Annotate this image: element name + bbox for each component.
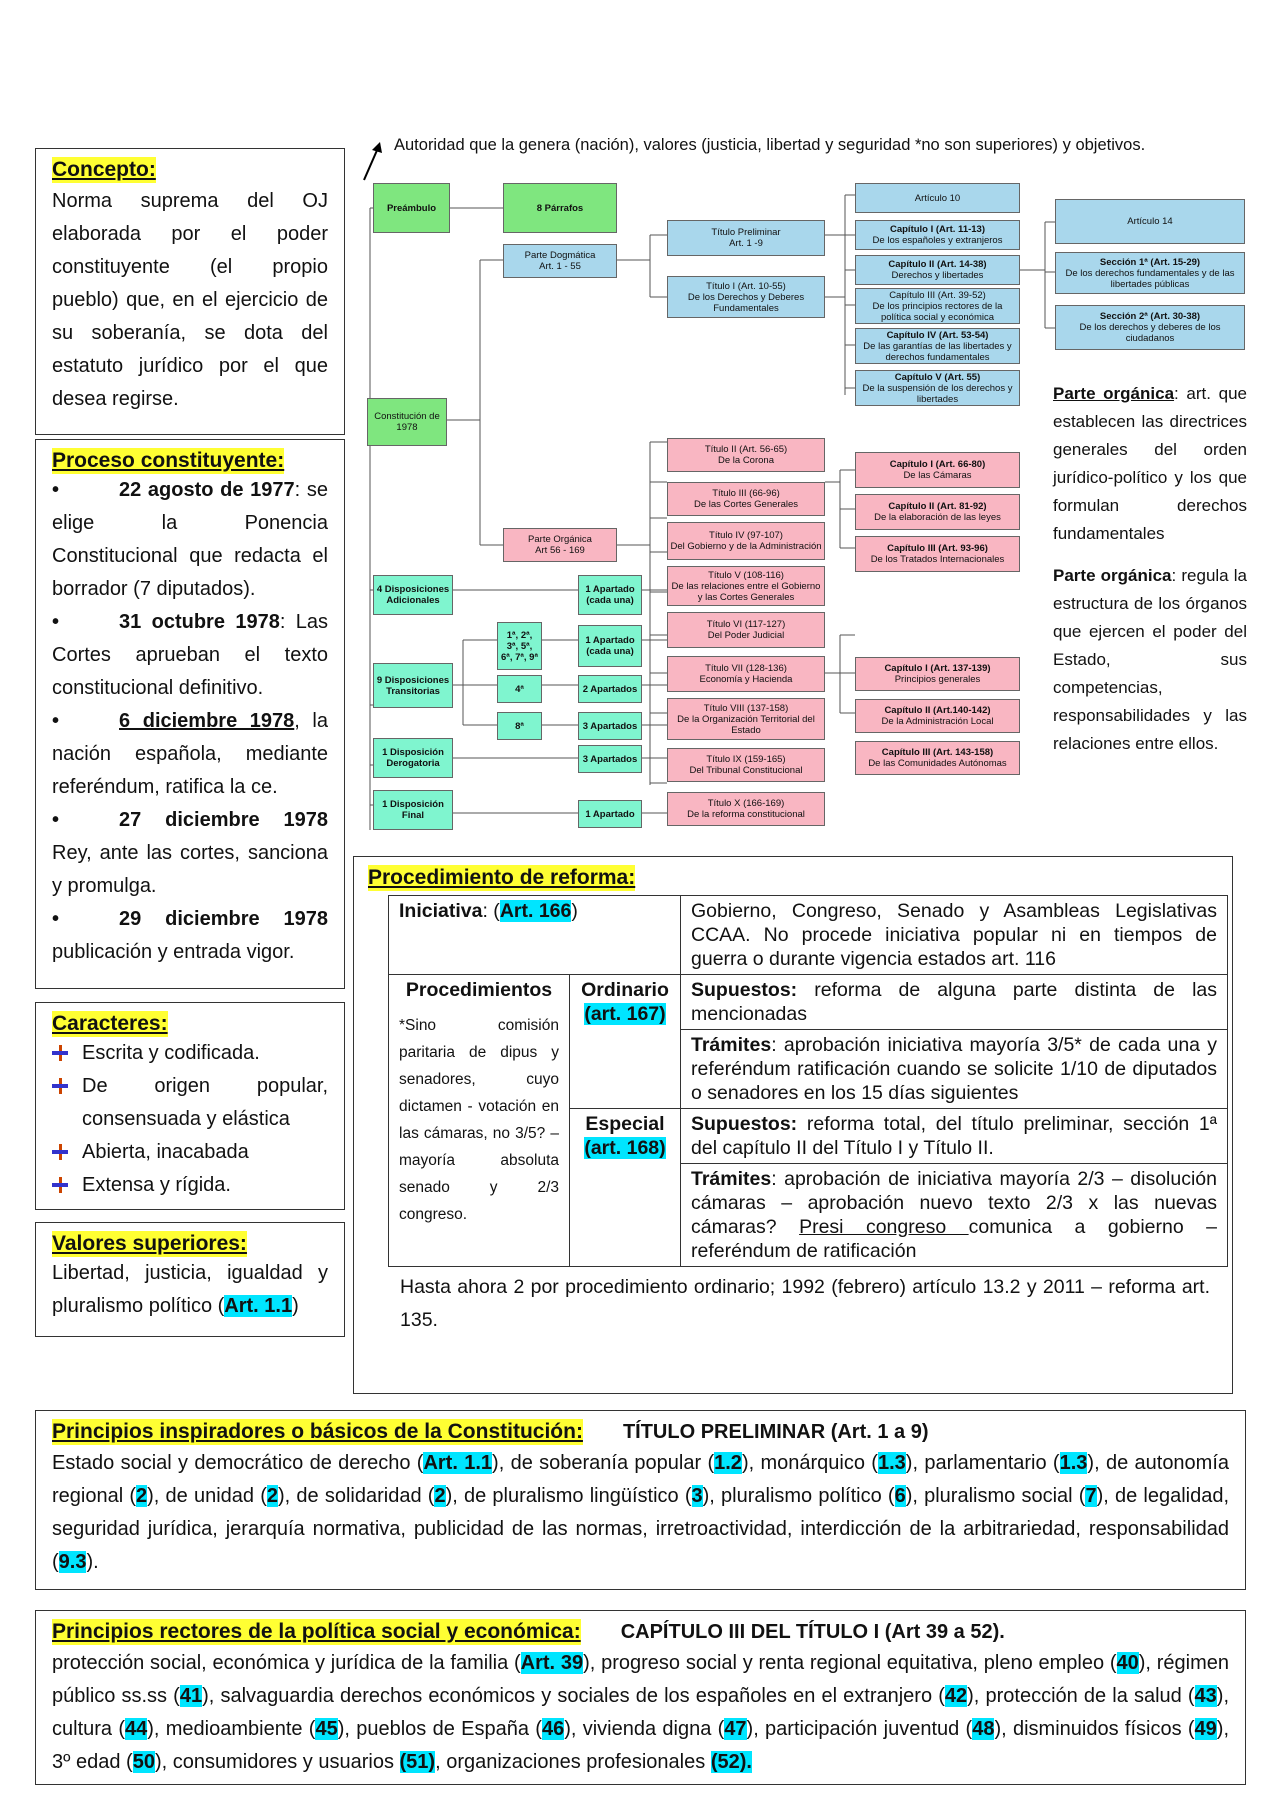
proceso-date: 29 diciembre 1978 (119, 908, 328, 930)
esp-tramites-label: Trámites (691, 1168, 772, 1190)
article-ref: 42 (944, 1685, 968, 1707)
node-trans4-label: 4ª (515, 683, 524, 695)
procedimientos-note: *Sino comisión paritaria de dipus y senadores, cuyo dictamen - votación en las cámaras, no 3/5? – mayoría absoluta senado y 2/3 congreso. (399, 1017, 559, 1223)
article-ref: 2 (136, 1485, 148, 1507)
proceso-text: Rey, ante las cortes, sanciona y promulga. (52, 842, 328, 897)
proceso-title: Proceso constituyente: (52, 449, 285, 472)
node-un-apartado (578, 800, 642, 828)
node-parte-dogmatica (503, 244, 617, 278)
node-capii8-l1: Capítulo II (Art.140-142) (884, 705, 991, 716)
text-run: ), de autonomía regional ( (52, 1452, 1230, 1507)
node-ap-cada-una-2 (578, 625, 642, 667)
caracter-item (52, 1136, 328, 1169)
caracter-text: Extensa y rígida. (82, 1174, 231, 1196)
article-ref: 49 (1194, 1718, 1217, 1740)
article-ref: 48 (972, 1718, 995, 1740)
node-tvii-l1: Título VII (128-136) (705, 663, 787, 674)
reforma-box (353, 856, 1233, 1394)
cross-bullet-icon (52, 1078, 68, 1094)
node-titulo-vi (667, 612, 825, 648)
proceso-box (35, 439, 345, 989)
proceso-item (52, 606, 328, 705)
caracter-item (52, 1070, 328, 1136)
text-run: ), régimen público ss.ss ( (52, 1652, 1229, 1707)
node-disp-final (373, 790, 453, 830)
ordinario-cell (570, 975, 681, 1109)
text-run: ), salvaguardia derechos económicos y sociales de los españoles en el extranjero ( (202, 1685, 945, 1707)
node-titulo-ii (667, 438, 825, 472)
node-titulo-iv (667, 522, 825, 560)
bullet-icon: • (52, 908, 60, 930)
proceso-date: 27 diciembre 1978 (119, 809, 328, 831)
caracteres-title: Caracteres: (52, 1012, 168, 1035)
especial-cell (570, 1109, 681, 1267)
article-ref: Art. 39 (520, 1652, 584, 1674)
node-sec1-l2: De los derechos fundamentales y de las libertades públicas (1065, 267, 1235, 290)
node-tiv-l2: Del Gobierno y de la Administración (670, 541, 822, 552)
text-run: ), pluralismo político ( (702, 1485, 895, 1507)
node-cap-iii-t3 (855, 536, 1020, 572)
text-run: ), pluralismo social ( (905, 1485, 1086, 1507)
node-ap-cada-una-1 (578, 575, 642, 615)
proceso-date: 31 octubre 1978 (119, 611, 280, 633)
pi-header (52, 1419, 1229, 1445)
node-ti-l1: Título I (Art. 10-55) (706, 280, 786, 292)
article-ref: 40 (1116, 1652, 1139, 1674)
node-cap-iv-t1 (855, 328, 1020, 364)
proceso-item (52, 705, 328, 804)
node-titulo-v (667, 566, 825, 606)
node-preambulo-label: Preámbulo (386, 202, 437, 214)
ord-supuestos-label: Supuestos: (691, 979, 798, 1001)
valores-ref: Art. 1.1 (224, 1295, 293, 1317)
iniciativa-label: Iniciativa (399, 900, 483, 922)
node-constitucion-label: Constitución de 1978 (374, 411, 440, 433)
node-trans-8 (497, 712, 542, 740)
node-parrafos-label: 8 Párrafos (536, 202, 584, 214)
node-tiii-l2: De las Cortes Generales (693, 499, 799, 510)
principios-rectores-box (35, 1610, 1246, 1785)
section-connectors (1030, 200, 1058, 350)
text-run: ), cultura ( (52, 1685, 1230, 1740)
node-articulo-10 (855, 183, 1020, 213)
note-1-text: : art. que establecen las directrices generales del orden jurídico-político y los que formulan derechos fundamentales (1053, 384, 1247, 543)
node-titulo-x (667, 792, 825, 826)
pr-text (52, 1647, 1229, 1779)
node-parrafos (503, 183, 617, 233)
esp-tramites-b: comunica a gobierno – referéndum de ratificación (691, 1216, 1218, 1262)
article-ref: 2 (266, 1485, 279, 1507)
bullet-icon: • (52, 710, 60, 732)
node-cap-i-t8 (855, 657, 1020, 691)
node-titulo-preliminar (667, 220, 825, 256)
node-tix-l1: Título IX (159-165) (706, 754, 786, 765)
caracter-item (52, 1037, 328, 1070)
node-tix-l2: Del Tribunal Constitucional (689, 765, 803, 776)
node-capiii8-l2: De las Comunidades Autónomas (868, 758, 1007, 769)
esp-tramites-underlined: Presi congreso (799, 1216, 969, 1238)
node-capii8-l2: De la Administración Local (881, 716, 994, 727)
node-tp-l1: Título Preliminar (711, 227, 781, 238)
text-run: , organizaciones profesionales (435, 1751, 711, 1773)
node-dos-apartados (578, 675, 642, 703)
node-sec2-l2: De los derechos y deberes de los ciudadanos (1079, 322, 1221, 344)
node-dogm-l2: Art. 1 - 55 (539, 261, 581, 272)
bullet-icon: • (52, 809, 60, 831)
node-capi3-l1: Capítulo I (Art. 66-80) (889, 459, 986, 470)
node-titulo-i (667, 276, 825, 318)
iniciativa-text: Gobierno, Congreso, Senado y Asambleas Legislativas CCAA. No procede iniciativa popular ni en tiempos de guerra o durante vigencia estados art. 116 (681, 896, 1228, 975)
node-seccion-1 (1055, 252, 1245, 294)
node-capi1-l1: Capítulo I (Art. 11-13) (889, 224, 985, 235)
node-capiii1-l1: Capítulo III (Art. 39-52) (889, 289, 986, 301)
note-1 (1053, 380, 1247, 548)
node-disp-transitorias (373, 663, 453, 708)
node-capiii8-l1: Capítulo III (Art. 143-158) (881, 747, 994, 758)
text-run: ). (86, 1551, 99, 1573)
pi-subtitle: TÍTULO PRELIMINAR (Art. 1 a 9) (622, 1421, 929, 1443)
especial-ref: (art. 168) (584, 1137, 666, 1159)
cross-bullet-icon (52, 1144, 68, 1160)
note-2-text: : regula la estructura de los órganos que ejercen el poder del Estado, sus competencias, responsabilidades y las relaciones entre ellos. (1053, 566, 1247, 753)
node-trans-group (497, 622, 542, 670)
node-cap-iii-t1 (855, 288, 1020, 324)
reforma-row-iniciativa (389, 896, 1228, 975)
article-ref: 41 (179, 1685, 203, 1707)
text-run: Estado social y democrático de derecho ( (52, 1452, 424, 1474)
procedimientos-label: Procedimientos (405, 979, 553, 1001)
text-run: ), de soberanía popular ( (492, 1452, 715, 1474)
caracter-text: Escrita y codificada. (82, 1042, 260, 1064)
article-ref: 45 (315, 1718, 338, 1740)
article-ref: 2 (434, 1485, 446, 1507)
node-cap-i-t1 (855, 220, 1020, 250)
text-run: ), de unidad ( (147, 1485, 267, 1507)
valores-end: ) (292, 1295, 299, 1317)
pr-title: Principios rectores de la política social y económica: (52, 1620, 581, 1643)
text-run: ), consumidores y usuarios (154, 1751, 400, 1773)
proceso-item (52, 903, 328, 969)
text-run: ), pueblos de España ( (337, 1718, 542, 1740)
node-capiii1-l2: De los principios rectores de la política social y económica (872, 300, 1003, 323)
node-cap-ii-t3 (855, 494, 1020, 530)
note-2-label: Parte orgánica (1053, 566, 1172, 585)
node-capv1-l1: Capítulo V (Art. 55) (894, 371, 981, 383)
bullet-icon: • (52, 479, 60, 501)
node-apc1-label: 1 Apartado (cada una) (585, 584, 635, 606)
caracteres-list (52, 1037, 328, 1202)
node-dosap-label: 2 Apartados (582, 683, 638, 695)
note-1-label: Parte orgánica (1053, 384, 1175, 403)
proceso-text: , la nación española, mediante referéndum, ratifica la ce. (52, 710, 328, 798)
reforma-title: Procedimiento de reforma: (368, 866, 636, 889)
note-2 (1053, 562, 1247, 758)
article-ref: 7 (1085, 1485, 1097, 1507)
article-ref: 43 (1194, 1685, 1217, 1707)
article-ref: 9.3 (58, 1551, 87, 1573)
proceso-date: 6 diciembre 1978 (119, 710, 295, 732)
procedimientos-cell (389, 975, 570, 1267)
node-titulo-vii (667, 656, 825, 692)
article-ref: 1.3 (1059, 1452, 1088, 1474)
node-tiii-l1: Título III (66-96) (712, 488, 780, 499)
node-tii-l2: De la Corona (718, 455, 774, 466)
especial-label: Especial (585, 1113, 665, 1135)
esp-supuestos (681, 1109, 1228, 1164)
cross-bullet-icon (52, 1045, 68, 1061)
node-tviii-l1: Título VIII (137-158) (703, 702, 789, 714)
node-titulo-ix (667, 748, 825, 782)
ord-supuestos (681, 975, 1228, 1030)
node-tviii-l2: De la Organización Territorial del Estado (677, 713, 815, 736)
principios-inspiradores-box (35, 1410, 1246, 1590)
node-cap-ii-t8 (855, 699, 1020, 733)
ord-tramites-label: Trámites (691, 1034, 772, 1056)
caracteres-box (35, 1002, 345, 1210)
node-trans-4 (497, 675, 542, 703)
iniciativa-label-cell: Iniciativa: (Art. 166) (389, 896, 681, 975)
node-capiv1-l2: De las garantías de las libertades y derechos fundamentales (863, 340, 1012, 363)
ordinario-ref: (art. 167) (584, 1003, 666, 1025)
node-art10-label: Artículo 10 (914, 192, 961, 204)
text-run: ), 3º edad ( (52, 1718, 1229, 1773)
valores-box (35, 1222, 345, 1337)
esp-supuestos-text: reforma total, del título preliminar, sección 1ª del capítulo II del Título I y Título II. (691, 1113, 1217, 1159)
proceso-list (52, 474, 328, 969)
node-trans8-label: 8ª (515, 720, 524, 732)
valores-title: Valores superiores: (52, 1232, 247, 1255)
node-capiv1-l1: Capítulo IV (Art. 53-54) (886, 329, 989, 341)
text-run: protección social, económica y jurídica de la familia ( (52, 1652, 521, 1674)
text-run: ), participación juventud ( (746, 1718, 973, 1740)
node-dderog-label: 1 Disposición Derogatoria (382, 747, 444, 769)
ord-tramites (681, 1030, 1228, 1109)
node-org-l1: Parte Orgánica (528, 534, 592, 545)
node-articulo-14 (1055, 199, 1245, 244)
esp-tramites-a: : aprobación de iniciativa mayoría 2/3 – disolución cámaras – aprobación nuevo texto 2/3 x las nuevas cámaras? (691, 1168, 1217, 1238)
node-tvi-l1: Título VI (117-127) (706, 619, 786, 630)
article-ref: 6 (894, 1485, 906, 1507)
node-tres-apartados-1 (578, 712, 642, 740)
parte-organica-notes (1053, 380, 1247, 758)
proceso-text: publicación y entrada vigor. (52, 941, 295, 963)
node-tp-l2: Art. 1 -9 (729, 238, 763, 249)
node-ti-l2: De los Derechos y Deberes Fundamentales (687, 291, 805, 314)
node-preambulo (373, 183, 450, 233)
valores-text-body: Libertad, justicia, igualdad y pluralismo político ( (52, 1262, 328, 1317)
concepto-box (35, 148, 345, 435)
reforma-table (388, 895, 1228, 1267)
node-cap-v-t1 (855, 370, 1020, 406)
top-note: Autoridad que la genera (nación), valores (justicia, libertad y seguridad *no son superiores) y objetivos. (394, 136, 1146, 154)
node-transg-label: 1ª, 2ª, 3ª, 5ª, 6ª, 7ª, 9ª (501, 629, 538, 663)
cross-bullet-icon (52, 1177, 68, 1193)
node-tres-apartados-2 (578, 745, 642, 773)
concepto-title: Concepto: (52, 158, 156, 181)
proceso-item (52, 804, 328, 903)
reforma-row-ordinario-1 (389, 975, 1228, 1030)
node-unap-label: 1 Apartado (585, 808, 635, 820)
concepto-text: Norma suprema del OJ elaborada por el poder constituyente (el propio pueblo) que, en el ejercicio de su soberanía, se dota del estatuto jurídico por el que desea regirse. (52, 190, 328, 410)
node-tx-l2: De la reforma constitucional (687, 809, 805, 820)
node-art14-label: Artículo 14 (1127, 216, 1173, 227)
node-titulo-iii (667, 482, 825, 516)
text-run: ), de legalidad, seguridad jurídica, jerarquía normativa, publicidad de las normas, irretroactividad, interdicción de la arbitrariedad, responsabilidad ( (52, 1485, 1230, 1573)
pr-header (52, 1619, 1229, 1645)
pi-text (52, 1447, 1229, 1579)
text-run: ), medioambiente ( (147, 1718, 316, 1740)
node-dfinal-label: 1 Disposición Final (382, 799, 444, 821)
node-tiv-l1: Título IV (97-107) (709, 530, 783, 541)
article-ref: 1.3 (877, 1452, 906, 1474)
article-ref: (51) (399, 1751, 436, 1773)
node-constitucion (367, 398, 447, 446)
article-ref: 46 (541, 1718, 565, 1740)
proceso-text: : se elige la Ponencia Constitucional que redacta el borrador (7 diputados). (52, 479, 328, 600)
node-capi1-l2: De los españoles y extranjeros (872, 235, 1003, 246)
article-ref: Art. 1.1 (423, 1452, 493, 1474)
node-tvii-l2: Economía y Hacienda (699, 674, 793, 685)
node-tx-l1: Título X (166-169) (707, 798, 785, 809)
node-tresap1-label: 3 Apartados (582, 720, 638, 732)
esp-supuestos-label: Supuestos: (691, 1113, 798, 1135)
node-capv1-l2: De la suspensión de los derechos y libertades (862, 382, 1013, 405)
node-capii3-l1: Capítulo II (Art. 81-92) (888, 501, 987, 512)
ordinario-label: Ordinario (581, 979, 669, 1001)
node-seccion-2 (1055, 305, 1245, 350)
node-sec1-l1: Sección 1ª (Art. 15-29) (1099, 256, 1201, 268)
node-cap-ii-t1 (855, 255, 1020, 285)
preambulo-arrow (356, 140, 386, 185)
caracter-text: De origen popular, consensuada y elástica (82, 1075, 328, 1130)
node-dtrans-label: 9 Disposiciones Transitorias (376, 674, 450, 697)
article-ref: 47 (724, 1718, 747, 1740)
text-run: ), protección de la salud ( (967, 1685, 1195, 1707)
node-tv-l2: De las relaciones entre el Gobierno y las Cortes Generales (671, 580, 821, 603)
article-ref: 3 (691, 1485, 703, 1507)
node-disp-adicionales (373, 575, 453, 615)
text-run: ), progreso social y renta regional equitativa, pleno empleo ( (583, 1652, 1117, 1674)
node-tvi-l2: Del Poder Judicial (707, 630, 785, 641)
text-run: ), parlamentario ( (905, 1452, 1060, 1474)
node-org-l2: Art 56 - 169 (535, 545, 585, 556)
bullet-icon: • (52, 611, 60, 633)
article-ref: 1.2 (714, 1452, 742, 1474)
pi-title: Principios inspiradores o básicos de la Constitución: (52, 1420, 583, 1443)
ord-tramites-text: : aprobación iniciativa mayoría 3/5* de cada una y referéndum ratificación cuando se solicite 1/10 de diputados o senadores en los 15 días siguientes (691, 1034, 1217, 1104)
node-titulo-viii (667, 698, 825, 740)
node-cap-iii-t8 (855, 741, 1020, 775)
node-dogm-l1: Parte Dogmática (524, 250, 596, 261)
text-run: ), disminuidos físicos ( (994, 1718, 1195, 1740)
node-dadic-label: 4 Disposiciones Adicionales (376, 584, 450, 606)
node-sec2-l1: Sección 2ª (Art. 30-38) (1099, 311, 1201, 322)
node-tresap2-label: 3 Apartados (582, 753, 638, 765)
node-tii-l1: Título II (Art. 56-65) (704, 444, 788, 455)
node-capi3-l2: De las Cámaras (903, 470, 972, 481)
article-ref: 44 (125, 1718, 148, 1740)
reforma-footer: Hasta ahora 2 por procedimiento ordinario; 1992 (febrero) artículo 13.2 y 2011 – reforma art. 135. (400, 1276, 1210, 1331)
caracter-item (52, 1169, 328, 1202)
node-capii1-l2: Derechos y libertades (891, 270, 984, 281)
node-cap-i-t3 (855, 452, 1020, 488)
node-capiii3-l2: De los Tratados Internacionales (870, 554, 1005, 565)
text-run: ), vivienda digna ( (564, 1718, 725, 1740)
text-run: ), monárquico ( (741, 1452, 878, 1474)
pr-subtitle: CAPÍTULO III DEL TÍTULO I (Art 39 a 52). (620, 1621, 1005, 1643)
iniciativa-ref: Art. 166 (499, 900, 572, 922)
node-capii3-l2: De la elaboración de las leyes (874, 512, 1001, 523)
node-disp-derogatoria (373, 738, 453, 778)
esp-tramites (681, 1164, 1228, 1267)
text-run: ), de solidaridad ( (278, 1485, 435, 1507)
proceso-date: 22 agosto de 1977 (119, 479, 295, 501)
node-capii1-l1: Capítulo II (Art. 14-38) (888, 259, 987, 270)
valores-text (52, 1257, 328, 1323)
node-tv-l1: Título V (108-116) (708, 569, 784, 581)
article-ref: (52). (710, 1751, 752, 1773)
node-capi8-l2: Principios generales (894, 674, 981, 685)
ord-supuestos-text: reforma de alguna parte distinta de las mencionadas (691, 979, 1217, 1025)
node-apc2-label: 1 Apartado (cada una) (585, 635, 635, 657)
text-run: ), de pluralismo lingüístico ( (445, 1485, 692, 1507)
node-capi8-l1: Capítulo I (Art. 137-139) (884, 663, 991, 674)
proceso-text: : Las Cortes aprueban el texto constitucional definitivo. (52, 611, 328, 699)
node-capiii3-l1: Capítulo III (Art. 93-96) (887, 543, 988, 554)
node-parte-organica (503, 528, 617, 562)
caracter-text: Abierta, inacabada (82, 1141, 249, 1163)
proceso-item (52, 474, 328, 606)
article-ref: 50 (132, 1751, 155, 1773)
